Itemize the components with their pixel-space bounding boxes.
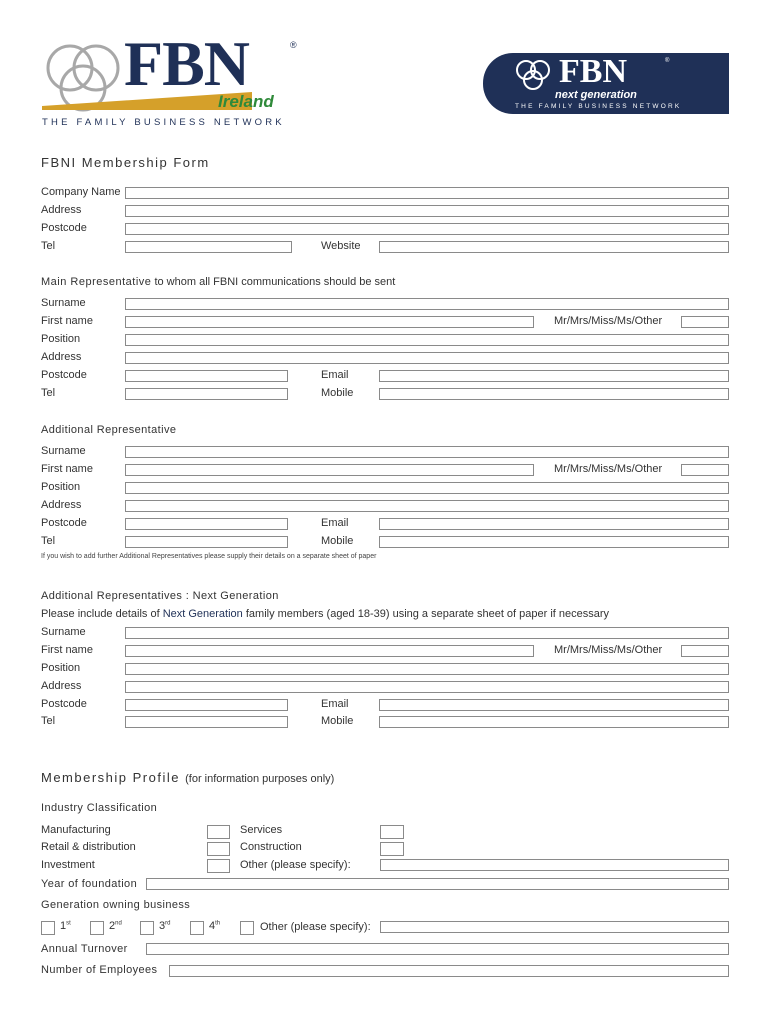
ng-surname-label: Surname	[41, 626, 86, 638]
main-tel-field[interactable]	[125, 388, 288, 400]
add-rep-note: If you wish to add further Additional Representatives please supply their details on a separate sheet of paper	[41, 553, 377, 560]
main-position-label: Position	[41, 333, 81, 345]
ng-surname-field[interactable]	[125, 627, 729, 639]
ng-postcode-field[interactable]	[125, 699, 288, 711]
main-postcode-label: Postcode	[41, 369, 87, 381]
main-title-field[interactable]	[681, 316, 729, 328]
company-tel-field[interactable]	[125, 241, 292, 253]
main-email-field[interactable]	[379, 370, 729, 382]
employees-field[interactable]	[169, 965, 729, 977]
add-first-name-field[interactable]	[125, 464, 534, 476]
add-title-field[interactable]	[681, 464, 729, 476]
logo-registered-mark: ®	[290, 40, 297, 50]
add-email-field[interactable]	[379, 518, 729, 530]
main-postcode-field[interactable]	[125, 370, 288, 382]
construction-checkbox[interactable]	[380, 842, 404, 856]
company-website-field[interactable]	[379, 241, 729, 253]
main-email-label: Email	[321, 369, 349, 381]
industry-classification-label: Industry Classification	[41, 802, 158, 814]
logo-ireland-text: Ireland	[218, 92, 274, 111]
gen-4th-label: 4th	[209, 920, 221, 932]
services-checkbox[interactable]	[380, 825, 404, 839]
industry-other-field[interactable]	[380, 859, 729, 871]
add-mobile-label: Mobile	[321, 535, 354, 547]
ng-tel-field[interactable]	[125, 716, 288, 728]
ng-first-name-field[interactable]	[125, 645, 534, 657]
fbn-next-generation-logo	[483, 53, 729, 114]
next-gen-tagline: THE FAMILY BUSINESS NETWORK	[515, 103, 682, 110]
industry-other-label: Other (please specify):	[240, 859, 351, 871]
company-address-label: Address	[41, 204, 82, 216]
retail-label: Retail & distribution	[41, 841, 136, 853]
main-surname-label: Surname	[41, 297, 86, 309]
add-position-field[interactable]	[125, 482, 729, 494]
investment-checkbox[interactable]	[207, 859, 230, 873]
add-address-field[interactable]	[125, 500, 729, 512]
company-address-field[interactable]	[125, 205, 729, 217]
annual-turnover-field[interactable]	[146, 943, 729, 955]
form-title: FBNI Membership Form	[41, 155, 210, 170]
manufacturing-checkbox[interactable]	[207, 825, 230, 839]
main-first-name-label: First name	[41, 315, 93, 327]
next-gen-fbn-text: FBN	[559, 53, 627, 90]
add-title-label: Mr/Mrs/Miss/Ms/Other	[554, 463, 663, 475]
retail-checkbox[interactable]	[207, 842, 230, 856]
gen-other-field[interactable]	[380, 921, 729, 933]
gen-2nd-label: 2nd	[109, 920, 122, 932]
ng-first-name-label: First name	[41, 644, 93, 656]
main-first-name-field[interactable]	[125, 316, 534, 328]
ng-tel-label: Tel	[41, 715, 56, 727]
gen-3rd-checkbox[interactable]	[140, 921, 154, 935]
add-surname-field[interactable]	[125, 446, 729, 458]
gen-4th-checkbox[interactable]	[190, 921, 204, 935]
gen-2nd-checkbox[interactable]	[90, 921, 104, 935]
add-position-label: Position	[41, 481, 81, 493]
add-first-name-label: First name	[41, 463, 93, 475]
add-tel-field[interactable]	[125, 536, 288, 548]
main-mobile-label: Mobile	[321, 387, 354, 399]
main-surname-field[interactable]	[125, 298, 729, 310]
logo-fbn-text: FBN	[124, 28, 249, 99]
add-mobile-field[interactable]	[379, 536, 729, 548]
construction-label: Construction	[240, 841, 302, 853]
company-name-field[interactable]	[125, 187, 729, 199]
add-tel-label: Tel	[41, 535, 56, 547]
main-position-field[interactable]	[125, 334, 729, 346]
next-gen-registered-mark: ®	[665, 58, 670, 64]
ng-title-label: Mr/Mrs/Miss/Ms/Other	[554, 644, 663, 656]
year-of-foundation-label: Year of foundation	[41, 878, 138, 890]
company-postcode-field[interactable]	[125, 223, 729, 235]
gen-3rd-label: 3rd	[159, 920, 171, 932]
ng-position-field[interactable]	[125, 663, 729, 675]
gen-1st-label: 1st	[60, 920, 71, 932]
next-gen-subtitle: next generation	[555, 89, 637, 101]
add-email-label: Email	[321, 517, 349, 529]
ng-postcode-label: Postcode	[41, 698, 87, 710]
main-tel-label: Tel	[41, 387, 56, 399]
manufacturing-label: Manufacturing	[41, 824, 111, 836]
annual-turnover-label: Annual Turnover	[41, 943, 128, 955]
company-name-label: Company Name	[41, 186, 121, 198]
next-gen-rings-icon	[513, 57, 557, 93]
logo-tagline: THE FAMILY BUSINESS NETWORK	[42, 117, 285, 128]
main-address-field[interactable]	[125, 352, 729, 364]
services-label: Services	[240, 824, 283, 836]
next-generation-link: Next Generation	[162, 608, 243, 620]
company-website-label: Website	[321, 240, 361, 252]
ng-position-label: Position	[41, 662, 81, 674]
ng-email-label: Email	[321, 698, 349, 710]
add-rep-heading: Additional Representative	[41, 424, 177, 436]
company-postcode-label: Postcode	[41, 222, 87, 234]
add-surname-label: Surname	[41, 445, 86, 457]
nextgen-heading: Additional Representatives : Next Generation	[41, 590, 279, 602]
main-mobile-field[interactable]	[379, 388, 729, 400]
employees-label: Number of Employees	[41, 964, 158, 976]
gen-1st-checkbox[interactable]	[41, 921, 55, 935]
generation-owning-label: Generation owning business	[41, 899, 191, 911]
add-address-label: Address	[41, 499, 82, 511]
company-tel-label: Tel	[41, 240, 56, 252]
membership-profile-heading: Membership Profile (for information purposes only)	[41, 770, 335, 785]
ng-email-field[interactable]	[379, 699, 729, 711]
gen-other-checkbox[interactable]	[240, 921, 254, 935]
year-of-foundation-field[interactable]	[146, 878, 729, 890]
main-address-label: Address	[41, 351, 82, 363]
main-rep-heading: Main Representative to whom all FBNI communications should be sent	[41, 276, 396, 288]
ng-address-label: Address	[41, 680, 82, 692]
ng-title-field[interactable]	[681, 645, 729, 657]
ng-mobile-label: Mobile	[321, 715, 354, 727]
ng-mobile-field[interactable]	[379, 716, 729, 728]
add-postcode-label: Postcode	[41, 517, 87, 529]
nextgen-instructions: Please include details of Next Generation family members (aged 18-39) using a separate sheet of paper if necessary	[41, 608, 610, 620]
investment-label: Investment	[41, 859, 95, 871]
add-postcode-field[interactable]	[125, 518, 288, 530]
main-title-label: Mr/Mrs/Miss/Ms/Other	[554, 315, 663, 327]
ng-address-field[interactable]	[125, 681, 729, 693]
gen-other-label: Other (please specify):	[260, 921, 371, 933]
